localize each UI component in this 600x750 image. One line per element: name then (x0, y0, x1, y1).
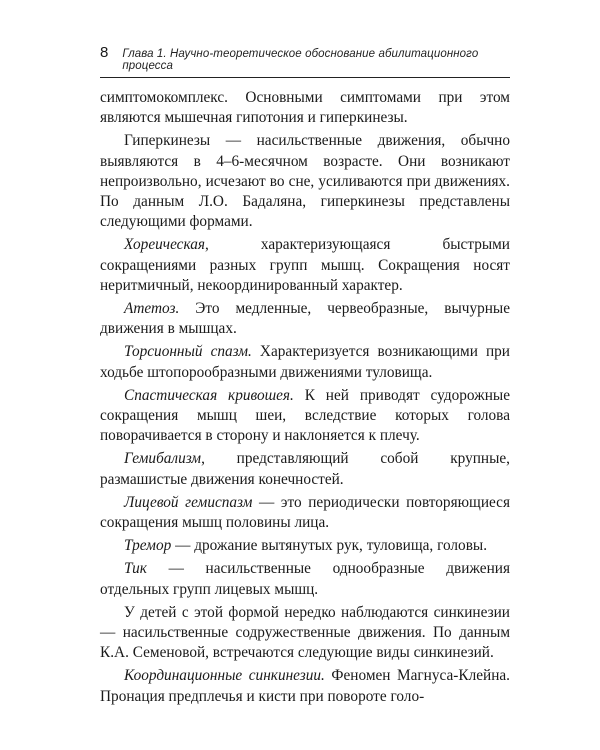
running-header (100, 44, 510, 78)
term: Тик (124, 560, 147, 578)
term: Атетоз. (124, 300, 180, 318)
page-body (100, 88, 510, 710)
paragraph: Тик — насильственные однообразные движения отдельных групп лицевых мышц. (100, 560, 510, 598)
term: Хореическая (124, 236, 205, 254)
paragraph: У детей с этой формой нередко наблюдаются синкинезии — насильственные содружественные движения. По данным К.А. Семеновой, встречаются следующие виды синкинезий. (100, 603, 510, 662)
term: Торсионный спазм. (124, 343, 252, 361)
paragraph: Торсионный спазм. Характеризуется возникающими при ходьбе штопорообразными движениями туловища. (100, 343, 510, 381)
paragraph: Лицевой гемиспазм — это периодически повторяющиеся сокращения мышц половины лица. (100, 493, 510, 532)
paragraph: Тремор — дрожание вытянутых рук, туловища, головы. (124, 537, 488, 555)
paragraph: симптомокомплекс. Основными симптомами при этом являются мышечная гипотония и гиперкинезы. (100, 89, 510, 127)
paragraph: Гемибализм, представляющий собой крупные, размашистые движения конечностей. (100, 450, 510, 488)
term: Координационные синкинезии. (124, 667, 325, 685)
page-number: 8 (100, 44, 109, 61)
term: Спастическая кривошея. (124, 386, 294, 404)
term: Гемибализм (124, 450, 202, 468)
term: Тремор (124, 537, 172, 555)
paragraph: Гиперкинезы — насильственные движения, обычно выявляются в 4–6-месячном возрасте. Они возникают непроизвольно, исчезают во сне, усиливаются при движениях. По данным Л.О. Бадаляна, гиперкинезы представлены следующими формами. (100, 132, 510, 231)
paragraph: Спастическая кривошея. К ней приводят судорожные сокращения мышц шеи, вследствие которых голова поворачивается в сторону и наклоняется к плечу. (100, 386, 510, 445)
paragraph: Координационные синкинезии. Феномен Магнуса-Клейна. Пронация предплечья и кисти при повороте голо- (100, 667, 510, 705)
paragraph: Атетоз. Это медленные, червеобразные, вычурные движения в мышцах. (100, 300, 510, 338)
term: Лицевой гемиспазм (124, 493, 253, 511)
chapter-title: Глава 1. Научно-теоретическое обоснование абилитационного процесса (122, 48, 479, 72)
paragraph: Хореическая, характеризующаяся быстрыми сокращениями разных групп мышц. Сокращения носят неритмичный, некоординированный характер. (100, 236, 510, 294)
